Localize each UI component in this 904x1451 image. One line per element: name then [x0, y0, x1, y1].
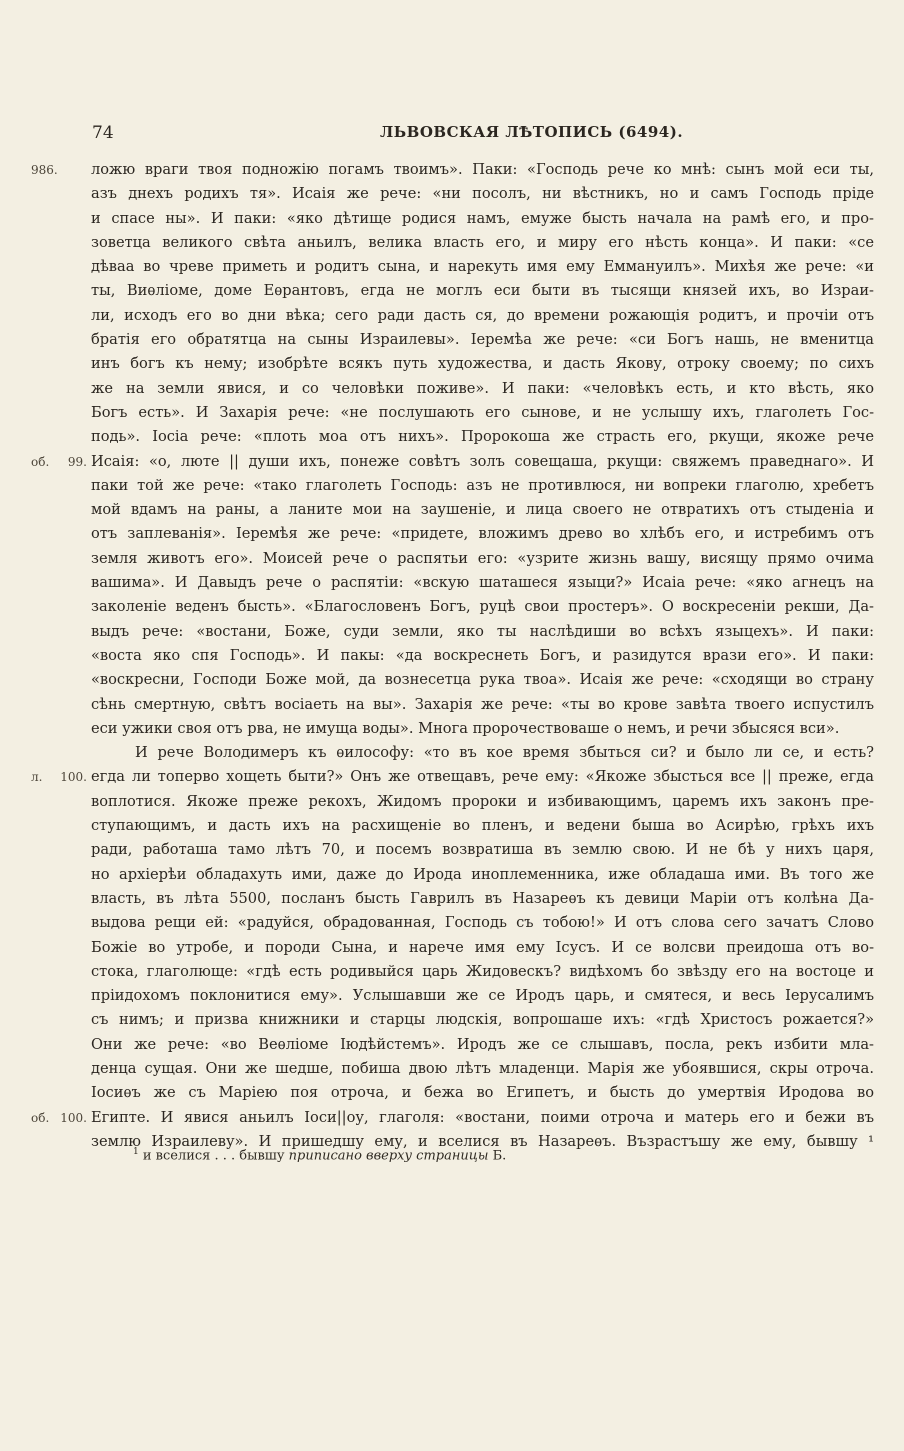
line-text: ты, Виѳліоме, доме Еѳрантовъ, егда не моглъ еси быти въ тысящи князей ихъ, во Израи-: [91, 282, 874, 300]
text-line: [91, 571, 874, 595]
running-head: ЛЬВОВСКАЯ ЛѢТОПИСЬ (6494).: [380, 123, 684, 141]
line-text: егда ли топерво хощеть быти?» Онъ же отвещавъ, рече ему: «Якоже збысться все || преже, егда: [91, 768, 874, 786]
line-text: ложю враги твоя подножію погамъ твоимъ». Паки: «Господь рече ко мнѣ: сынъ мой еси ты,: [91, 161, 874, 178]
line-text: вашима». И Давыдъ рече о распятіи: «вскую шаташеся языци?» Исаіа рече: «яко агнецъ на: [91, 574, 874, 592]
text-line: [91, 644, 874, 668]
line-text: и спасе ны». И паки: «яко дѣтище родися намъ, емуже бысть начала на рамѣ его, и про-: [91, 209, 874, 227]
text-line: [91, 547, 874, 571]
line-text: земля животъ его». Моисей рече о распятьи его: «узрите жизнь вашу, висящу прямо очима: [91, 549, 874, 567]
line-text: азъ днехъ родихъ тя». Исаія же рече: «ни посолъ, ни вѣстникъ, но и самъ Господь прiде: [91, 185, 874, 203]
text-line: [91, 960, 874, 984]
text-line: [91, 595, 874, 619]
margin-note: л. 100.: [31, 770, 87, 785]
line-text: денца сущая. Они же шедше, побиша двою лѣтъ младенци. Марія же убоявшися, скры отроча.: [91, 1059, 874, 1077]
line-text: «воскресни, Господи Боже мой, да вознесетца рука твоа». Исаія же рече: «сходящи во страну: [91, 671, 874, 689]
line-text: съ нимъ; и призва книжники и старцы людскія, вопрошаше ихъ: «гдѣ Христосъ рожается?»: [91, 1011, 874, 1029]
line-text: отъ заплеванія». Іеремѣя же рече: «придете, вложимъ древо во хлѣбъ его, и истребимъ отъ: [91, 525, 874, 543]
line-text: Божіе во утробе, и породи Сына, и нарече имя ему Ісусъ. И се волсви преидоша отъ во-: [91, 938, 874, 956]
text-line: [91, 814, 874, 838]
line-text: сѣнь смертную, свѣтъ восіаеть на вы». Захарія же рече: «ты во крове завѣта твоего испустилъ: [91, 695, 874, 713]
line-text: но архіерѣи обладахуть ими, даже до Ирода иноплеменника, иже обладаша ими. Въ того же: [91, 865, 874, 883]
text-line: [91, 328, 874, 352]
text-line: [91, 401, 874, 425]
text-line: [91, 693, 874, 717]
line-text: землю Израилеву». И пришедшу ему, и вселися въ Назареѳъ. Възрастъшу же ему, бывшу ¹: [91, 1132, 874, 1150]
margin-note: об. 99.: [31, 454, 87, 469]
line-text: ради, работаша тамо лѣтъ 70, и посемъ возвратиша въ землю свою. И не бѣ у нихъ царя,: [91, 841, 874, 859]
text-line: [91, 863, 874, 887]
text-line: [91, 668, 874, 692]
line-text: выдъ рече: «востани, Боже, суди земли, яко ты наслѣдиши во всѣхъ языцехъ». И паки:: [91, 622, 874, 640]
text-line: [91, 790, 874, 814]
text-line: [91, 887, 874, 911]
line-text: дѣваа во чреве приметь и родитъ сына, и нарекуть имя ему Еммануилъ». Михѣя же рече: «и: [91, 258, 874, 276]
line-text: стока, глаголюще: «гдѣ есть родивыйся царь Жидовескъ? видѣхомъ бо звѣзду его на востоце и: [91, 962, 874, 980]
line-text: пріидохомъ поклонитися ему». Услышавши же се Иродъ царь, и смятеся, и весь Іерусалимъ: [91, 987, 874, 1005]
margin-note: об. 100.: [31, 1110, 87, 1125]
text-line: [91, 1033, 874, 1057]
text-line: [91, 304, 874, 328]
text-line: [91, 279, 874, 303]
margin-note: 986.: [31, 163, 58, 177]
page-number: 74: [92, 123, 114, 143]
line-text: заколеніе веденъ бысть». «Благословенъ Богъ, руцѣ свои простеръ». О воскресеніи рекши, Да-: [91, 598, 874, 616]
text-line: [91, 717, 874, 741]
text-line: [91, 741, 874, 765]
line-text: И рече Володимеръ къ ѳилософу: «то въ кое время збыться си? и было ли се, и есть?: [135, 744, 874, 762]
text-line: [91, 936, 874, 960]
line-text: власть, въ лѣта 5500, посланъ бысть Гаврилъ въ Назареѳъ къ девици Маріи отъ колѣна Да-: [91, 889, 874, 907]
text-line: [91, 984, 874, 1008]
body-text: [0, 158, 904, 1154]
text-line: [91, 255, 874, 279]
text-line: [31, 1106, 874, 1130]
line-text: паки той же рече: «тако глаголеть Господь: азъ не противлюся, ни вопреки глаголю, хребетъ: [91, 476, 874, 494]
text-line: [91, 911, 874, 935]
line-text: инъ богъ къ нему; изобрѣте всякъ путь художества, и дасть Якову, отроку своему; по сихъ: [91, 355, 874, 373]
text-line: [91, 182, 874, 206]
line-text: Исаія: «о, люте || души ихъ, понеже совѣтъ золъ совещаша, ркущи: свяжемъ праведнаго». И: [91, 452, 874, 470]
text-line: [91, 231, 874, 255]
text-line: [91, 838, 874, 862]
text-line: [91, 352, 874, 376]
footnote-text: и вселися . . . бывшу: [138, 1148, 289, 1164]
line-text: братія его обратятца на сыны Израилевы». Іеремѣа же рече: «си Богъ нашь, не вменитца: [91, 331, 874, 349]
line-text: мой вдамъ на раны, а ланите мои на заушеніе, и лица своего не отвратихъ отъ стыденіа и: [91, 501, 874, 519]
line-text: Іосиѳъ же съ Маріею поя отроча, и бежа во Египетъ, и бысть до умертвія Иродова во: [91, 1084, 874, 1102]
text-line: [91, 474, 874, 498]
line-text: Египте. И явися аньилъ Іоси||оу, глаголя: «востани, поими отроча и матерь его и бежи въ: [91, 1108, 874, 1126]
text-line: [31, 765, 874, 789]
footnote-italic: приписано вверху страницы: [288, 1148, 489, 1164]
line-text: ли, исходъ его во дни вѣка; сего ради дасть ся, до времени рожающія родитъ, и прочiи отъ: [91, 306, 874, 324]
text-line: [91, 1057, 874, 1081]
line-text: воплотися. Якоже преже рекохъ, Жидомъ пророки и избивающимъ, царемъ ихъ законъ пре-: [91, 792, 874, 810]
line-text: еси ужики своя отъ рва, не имуща воды». Многа пророчествоваше о немъ, и речи збысяся вси».: [91, 719, 840, 737]
footnote-number: 1: [133, 1147, 139, 1157]
line-text: Богъ есть». И Захарія рече: «не послушають его сынове, и не услышу ихъ, глаголеть Гос-: [91, 403, 874, 421]
line-text: Они же рече: «во Веѳліоме Іюдѣйстемъ». Иродъ же се слышавъ, посла, рекъ избити мла-: [91, 1035, 874, 1053]
text-line: [91, 1081, 874, 1105]
text-line: [91, 620, 874, 644]
text-line: [91, 377, 874, 401]
line-text: же на земли явися, и со человѣки поживе». И паки: «человѣкъ есть, и кто вѣсть, яко: [91, 379, 874, 397]
text-line: [91, 425, 874, 449]
line-text: ступающимъ, и дасть ихъ на расхищеніе во пленъ, и ведени быша во Асирѣю, грѣхъ ихъ: [91, 817, 874, 835]
line-text: выдова рещи ей: «радуйся, обрадованная, Господь съ тобою!» И отъ слова сего зачатъ Слово: [91, 914, 874, 932]
line-text: «воста яко спя Господь». И пакы: «да воскреснеть Богъ, и разидутся врази его». И паки:: [91, 646, 874, 664]
line-text: зоветца великого свѣта аньилъ, велика власть его, и миру его нѣсть конца». И паки: «се: [91, 233, 874, 251]
text-line: [91, 498, 874, 522]
footnote-tail: Б.: [488, 1148, 507, 1164]
footnote: [133, 1147, 506, 1163]
text-line: [91, 207, 874, 231]
text-line: [31, 158, 874, 182]
line-text: подь». Іосіа рече: «плоть моа отъ нихъ». Пророкоша же страсть его, ркущи, якоже рече: [91, 428, 874, 446]
text-line: [31, 450, 874, 474]
text-line: [91, 522, 874, 546]
text-line: [91, 1008, 874, 1032]
